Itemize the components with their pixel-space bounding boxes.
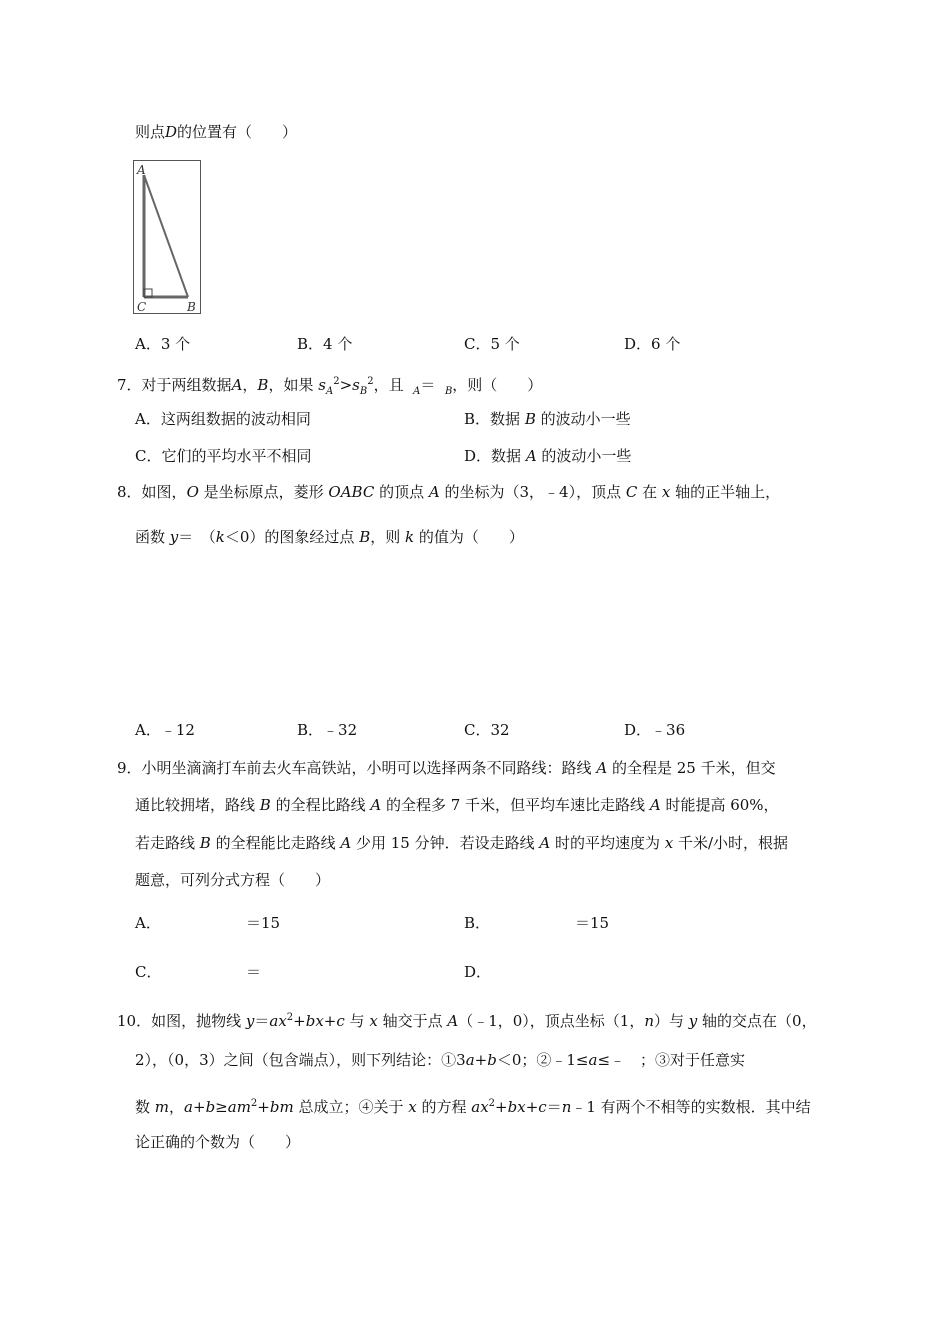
question-number: 10． [117,1012,152,1030]
q6-option-d[interactable]: D．6 个 [624,335,681,353]
q8-option-a[interactable]: A．﹣12 [135,721,195,739]
q9-stem-line-1: 9．小明坐滴滴打车前去火车高铁站，小明可以选择两条不同路线：路线 A 的全程是 25 千米，但交 [117,759,776,777]
q9-stem-line-4: 题意，可列分式方程（ ） [135,871,331,889]
q9-stem-line-2: 通比较拥堵，路线 B 的全程比路线 A 的全程多 7 千米，但平均车速比走路线 A 时能提高 60%， [135,796,779,814]
q8-option-b[interactable]: B．﹣32 [297,721,358,739]
q7-option-d[interactable]: D．数据 A 的波动小一些 [464,447,632,465]
q8-option-c[interactable]: C．32 [464,721,510,739]
q10-stem-line-1: 10．如图，抛物线 $y=ax^2+bx+c$ 与 x 轴交于点 A（﹣1，0），顶点坐标（1，n）与 y 轴的交点在（0， [117,1012,817,1030]
q7-option-c[interactable]: C．它们的平均水平不相同 [135,447,312,465]
q8-stem-line-2: 函数 y＝ （k＜0）的图象经过点 B，则 k 的值为（ ） [135,528,524,546]
q7-stem: 7．对于两组数据A，B，如果 $s_A^2>s_B^2$，且 $_A$＝ $_B$，则（ ） [117,376,543,397]
q6-option-c[interactable]: C．5 个 [464,335,520,353]
q9-option-a[interactable]: A． [135,914,161,932]
q9-option-a-equation: ＝15 [246,914,281,932]
right-triangle-figure [133,160,201,314]
side-ab [144,175,188,297]
label-b: B [187,300,196,314]
triangle-svg [134,161,202,315]
q6-option-a[interactable]: A．3 个 [135,335,191,353]
q6-option-b[interactable]: B．4 个 [297,335,353,353]
q8-stem-line-1: 8．如图，O 是坐标原点，菱形 OABC 的顶点 A 的坐标为（3，﹣4），顶点 C 在 x 轴的正半轴上， [117,483,781,501]
q7-option-b[interactable]: B．数据 B 的波动小一些 [464,410,631,428]
q8-option-d[interactable]: D．﹣36 [624,721,686,739]
question-number: 8． [117,483,142,501]
q9-option-d[interactable]: D． [464,963,492,981]
question-number: 9． [117,759,142,777]
q10-stem-line-4: 论正确的个数为（ ） [135,1133,301,1151]
label-c: C [137,300,147,314]
q9-option-b-equation: ＝15 [575,914,610,932]
q9-stem-line-3: 若走路线 B 的全程能比走路线 A 少用 15 分钟．若设走路线 A 时的平均速度为 x 千米/小时，根据 [135,834,789,852]
q9-option-b[interactable]: B． [464,914,491,932]
q6-stem-tail: 则点D的位置有（ ） [135,123,298,141]
q9-option-c-equation: ＝ [246,963,262,981]
q9-option-c[interactable]: C． [135,963,162,981]
q10-stem-line-2: 2），（0，3）之间（包含端点），则下列结论：①3a+b＜0；②﹣1≤a≤﹣ ；③对于任意实 [135,1051,746,1069]
q7-option-a[interactable]: A．这两组数据的波动相同 [135,410,311,428]
label-a: A [137,163,146,177]
question-number: 7． [117,376,142,394]
var-d: D [165,123,178,141]
q10-stem-line-3: 数 m，$a+b\ge am^2+bm$ 总成立；④关于 x 的方程 $ax^2+bx+c=n﹣1$ 有两个不相等的实数根．其中结 [135,1098,811,1116]
